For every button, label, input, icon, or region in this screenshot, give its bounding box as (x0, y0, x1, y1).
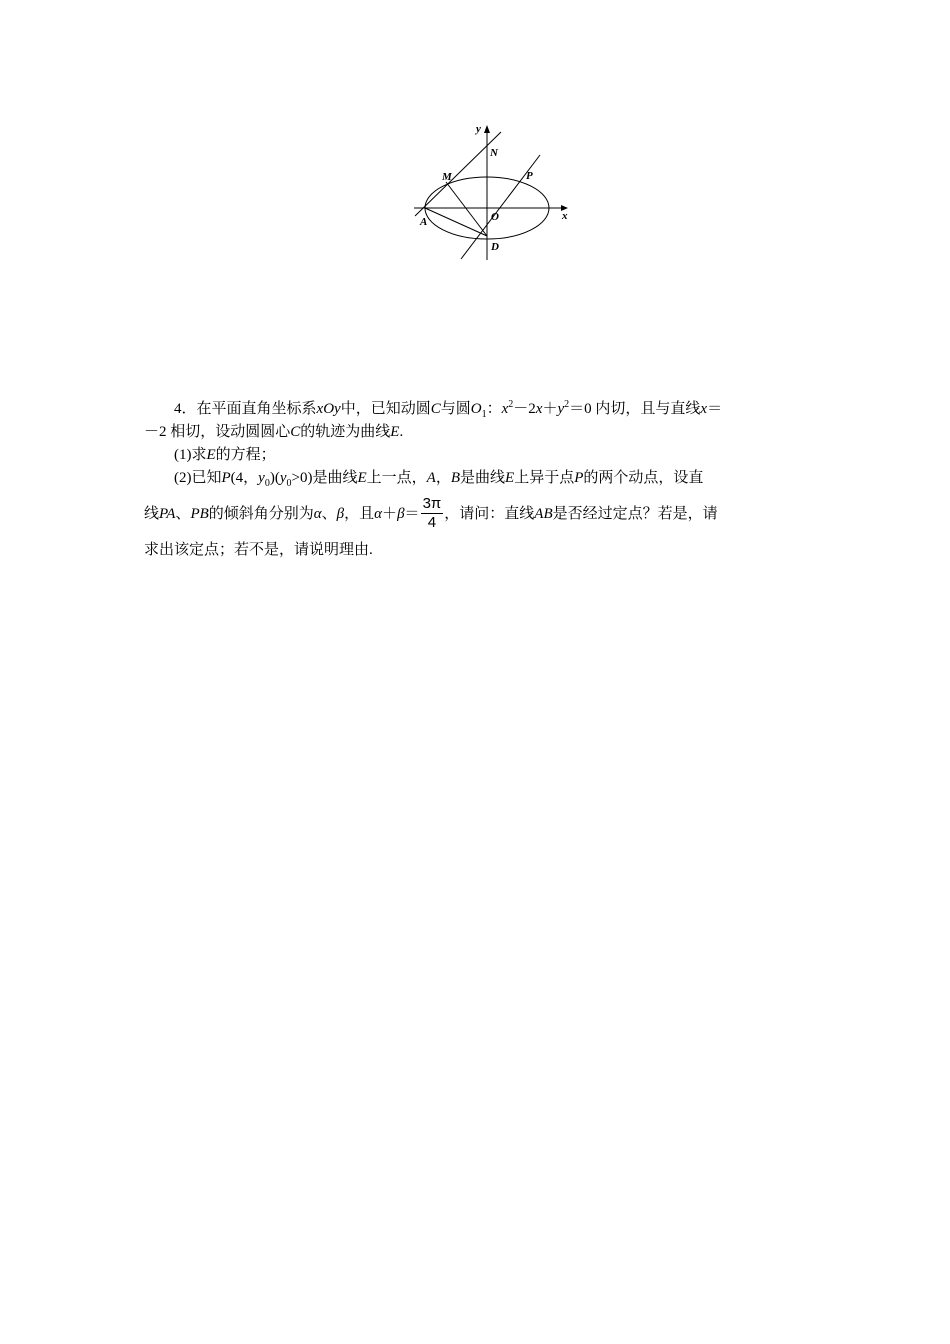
problem-4 (144, 398, 806, 562)
label-y: y (476, 123, 481, 135)
line-AN (415, 132, 501, 216)
label-N: N (490, 147, 498, 159)
part-2-line-3: 求出该定点；若不是，请说明理由. (144, 542, 373, 558)
y-axis-arrow (484, 125, 490, 133)
ellipse-figure (408, 118, 584, 264)
part-2-line-1: (2)已知P(4，$y_0)(y_0>0)$是曲线E上一点，A，B是曲线E上异于点P的两个动点，设直 (174, 470, 704, 489)
label-A: A (420, 216, 428, 228)
label-P: P (526, 170, 533, 182)
part-1: (1)求E的方程； (174, 447, 276, 463)
problem-line-1: 4．在平面直角坐标系xOy中，已知动圆C与圆$O_1$：$x^2-2x+y^2=0$ 内切，且与直线x＝ (174, 399, 723, 420)
fraction-3pi-over-4: $\frac{3\pi}{4}$ (422, 495, 442, 531)
label-M: M (442, 171, 452, 183)
label-x: x (562, 210, 568, 222)
segment-MD (446, 182, 487, 236)
problem-line-2: －2 相切，设动圆圆心C的轨迹为曲线E. (144, 424, 404, 440)
part-2-line-2: 线PA、PB的倾斜角分别为α、β，且α＋β＝ $\frac{3\pi}{4}$ ，请问：直线AB是否经过定点？若是，请 (144, 495, 718, 531)
segment-AD (425, 208, 487, 236)
label-O: O (491, 211, 499, 223)
label-D: D (491, 241, 499, 253)
